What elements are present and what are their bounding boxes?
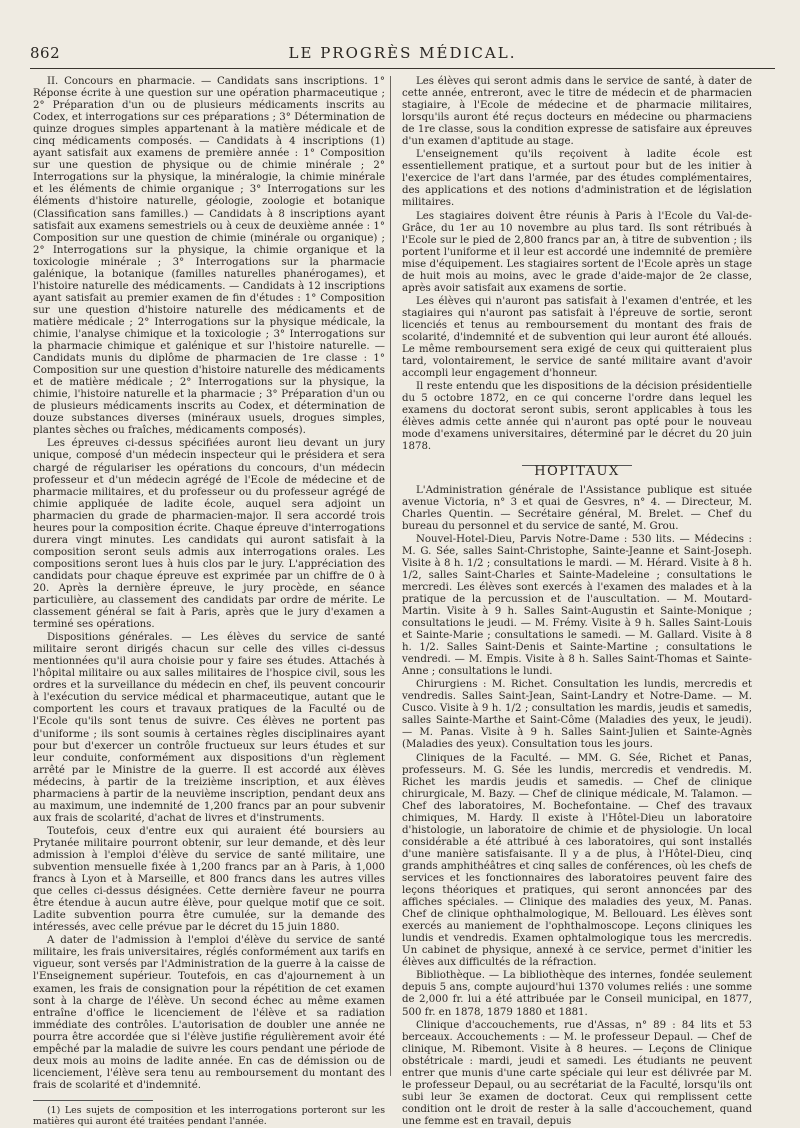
epreuves-paragraph: Les épreuves ci-dessus spécifiées auront lieu devant un jury unique, composé d'un médecin inspecteur qui le présidera et sera chargé de régulariser les opérations du concours, d'un médecin professeur et d'un médecin agrégé de l'Ecole de médecine et de pharmacie militaires, et du professeur ou du professeur agrégé de chimie appliquée de ladite école, auquel sera adjoint un pharmacien du grade de pharmacien-major. Il sera accordé trois heures pour la composition écrite. Chaque épreuve d'interrogations durera vingt minutes. Les candidats qui auront satisfait à la composition seront seuls admis aux interrogations orales. Les compositions seront lues à huis clos par le jury. L'appréciation des candidats pour chaque épreuve est exprimée par un chiffre de 0 à 20. Après la dernière épreuve, le jury procède, en séance particulière, au classement des candidats par ordre de mérite. Le classement général se fait à Paris, après que le jury d'examen a terminé ses opérations. xyxy=(33,438,385,631)
stagiaires-paragraph: Les élèves qui seront admis dans le service de santé, à dater de cette année, entreront, avec le titre de médecin et de pharmacien stagiaire, à l'Ecole de médecine et de pharmacie militaires, lorsqu'ils auront été reçus docteurs en médecine ou pharmaciens de 1re classe, sous la condition expresse de satisfaire aux épreuves d'un examen d'aptitude au stage. xyxy=(402,76,752,148)
footnote-rule xyxy=(33,1100,153,1101)
journal-title: LE PROGRÈS MÉDICAL. xyxy=(288,44,517,62)
page-header xyxy=(30,44,775,66)
section-title-text: HOPITAUX xyxy=(534,464,620,480)
footnote: (1) Les sujets de composition et les interrogations porteront sur les matières qui auront été traitées pendant l'année. xyxy=(33,1104,385,1127)
column-divider xyxy=(390,76,391,1076)
cliniques-faculte-paragraph: Cliniques de la Faculté. — MM. G. Sée, Richet et Panas, professeurs. M. G. Sée les lundis, mercredis et vendredis. M. Richet les mardis jeudis et samedis. — Chef de clinique chirurgicale, M. Bazy. — Chef de clinique médicale, M. Talamon. — Chef des laboratoires, M. Bochefontaine. — Chef des travaux chimiques, M. Hardy. Il existe à l'Hôtel-Dieu un laboratoire d'histologie, un laboratoire de chimie et de physiologie. Un local considérable a été attribué à ces laboratoires, qui sont installés d'une manière satisfaisante. Il y a de plus, à l'Hôtel-Dieu, cinq grands amphithéâtres et cinq salles de conférences, où les chefs de services et les fonctionnaires des laboratoires peuvent faire des leçons théoriques et pratiques, qui seront annoncées par des affiches spéciales. — Clinique des maladies des yeux, M. Panas. Chef de clinique ophthalmologique, M. Bellouard. Les élèves sont exercés au maniement de l'ophthalmoscope. Leçons cliniques les lundis et vendredis. Examen ophtalmologique tous les mercredis. Un cabinet de physique, annexé à ce service, permet d'initier les élèves aux difficultés de la réfraction. xyxy=(402,752,752,969)
right-column xyxy=(402,76,752,1127)
header-rule xyxy=(30,68,775,69)
assistance-publique-paragraph: L'Administration générale de l'Assistance publique est située avenue Victoria, n° 3 et quai de Gesvres, n° 4. — Directeur, M. Charles Quentin. — Secrétaire général, M. Brelet. — Chef du bureau du personnel et du service de santé, M. Grou. xyxy=(402,484,752,532)
bibliotheque-paragraph: Bibliothèque. — La bibliothèque des internes, fondée seulement depuis 5 ans, compte aujourd'hui 1370 volumes reliés : une somme de 2,000 fr. lui a été attribuée par le Conseil municipal, en 1877, 500 fr. en 1878, 1879 1880 et 1881. xyxy=(402,970,752,1018)
page-number: 862 xyxy=(30,44,61,62)
hotel-dieu-medecins-paragraph: Nouvel-Hotel-Dieu, Parvis Notre-Dame : 530 lits. — Médecins : M. G. Sée, salles Saint-Christophe, Sainte-Jeanne et Saint-Joseph. Visite à 8 h. 1/2 ; consultations le mardi. — M. Hérard. Visite à 8 h. 1/2, salles Saint-Charles et Sainte-Madeleine ; consultations le mercredi. Les élèves sont exercés à l'examen des malades et à la pratique de la percussion et de l'auscultation. — M. Moutard-Martin. Visite à 9 h. Salles Saint-Augustin et Sainte-Monique ; consultations le jeudi. — M. Frémy. Visite à 9 h. Salles Saint-Louis et Sainte-Marie ; consultations le samedi. — M. Gallard. Visite à 8 h. 1/2. Salles Saint-Denis et Sainte-Martine ; consultations le vendredi. — M. Empis. Visite à 8 h. Salles Saint-Thomas et Sainte-Anne ; consultations le lundi. xyxy=(402,533,752,678)
dispositions-generales-paragraph: Dispositions générales. — Les élèves du service de santé militaire seront dirigés chacun sur celle des villes ci-dessus mentionnées qu'il aura choisie pour y faire ses études. Attachés à l'hôpital militaire ou aux salles militaires de l'hospice civil, sous les ordres et la surveillance du médecin en chef, ils peuvent concourir à l'exécution du service médical et pharmaceutique, autant que le comportent les cours et travaux pratiques de la Faculté ou de l'Ecole qu'ils sont tenus de suivre. Ces élèves ne portent pas d'uniforme ; ils sont soumis à certaines règles disciplinaires ayant pour but d'exercer un contrôle fructueux sur leurs études et sur leur conduite, conformément aux dispositions d'un règlement arrêté par le Ministre de la guerre. Il est accordé aux élèves médecins, à partir de la treizième inscription, et aux élèves pharmaciens à partir de la neuvième inscription, pendant deux ans au maximum, une indemnité de 1,200 francs par an pour subvenir aux frais de scolarité, d'achat de livres et d'instruments. xyxy=(33,632,385,824)
decision-presidentielle-paragraph: Il reste entendu que les dispositions de la décision présidentielle du 5 octobre 1872, en ce qui concerne l'ordre dans lequel les examens du doctorat seront subis, seront applicables à tous les élèves admis cette année qui n'auront pas opté pour le nouveau mode d'examens universitaires, déterminé par le décret du 20 juin 1878. xyxy=(402,381,752,453)
left-column xyxy=(33,76,385,1127)
frais-universitaires-paragraph: A dater de l'admission à l'emploi d'élève du service de santé militaire, les frais universitaires, réglés conformément aux tarifs en vigueur, sont versés par l'Administration de la guerre à la caisse de l'Enseignement supérieur. Toutefois, en cas d'ajournement à un examen, les frais de consignation pour la répétition de cet examen sont à la charge de l'élève. Un second échec au même examen entraîne d'office le licenciement de l'élève et sa radiation immédiate des contrôles. L'autorisation de doubler une année ne pourra être accordée que si l'élève justifie régulièrement avoir été empêché par la maladie de suivre les cours pendant une période de deux mois au moins de ladite année. En cas de démission ou de licenciement, l'élève sera tenu au remboursement du montant des frais de scolarité et d'indemnité. xyxy=(33,935,385,1091)
concours-pharmacie-paragraph: II. Concours en pharmacie. — Candidats sans inscriptions. 1° Réponse écrite à une question sur une opération pharmaceutique ; 2° Préparation d'un ou de plusieurs médicaments inscrits au Codex, et interrogations sur ces préparations ; 3° Détermination de quinze drogues simples appartenant à la matière médicale et de cinq médicaments composés. — Candidats à 4 inscriptions (1) ayant satisfait aux examens de première année : 1° Composition sur une question de physique ou de chimie minérale ; 2° Interrogations sur la physique, la minéralogie, la chimie minérale et les éléments de chimie organique ; 3° Interrogations sur les éléments d'histoire naturelle, géologie, zoologie et botanique (Classification sans familles.) — Candidats à 8 inscriptions ayant satisfait aux examens semestriels ou à ceux de deuxième année : 1° Composition sur une question de chimie (minérale ou organique) ; 2° Interrogations sur la physique, la chimie organique et la toxicologie minérale ; 3° Interrogations sur la pharmacie galénique, la botanique (familles naturelles phanérogames), et l'histoire naturelle des médicaments. — Candidats à 12 inscriptions ayant satisfait au premier examen de fin d'études : 1° Composition sur une question d'histoire naturelle des médicaments et de matière médicale ; 2° Interrogations sur la physique médicale, la chimie, l'analyse chimique et la toxicologie ; 3° Interrogations sur la pharmacie chimique et galénique et sur l'histoire naturelle. — Candidats munis du diplôme de pharmacien de 1re classe : 1° Composition sur une question d'histoire naturelle des médicaments et de matière médicale ; 2° Interrogations sur la physique, la chimie, l'histoire naturelle et la pharmacie ; 3° Préparation d'un ou de plusieurs médicaments inscrits au Codex, et détermination de douze substances diverses (minéraux usuels, drogues simples, plantes sèches ou fraîches, médicaments composés). xyxy=(33,76,385,437)
licenciement-paragraph: Les élèves qui n'auront pas satisfait à l'examen d'entrée, et les stagiaires qui n'auront pas satisfait à l'épreuve de sortie, seront licenciés et tenus au remboursement du montant des frais de scolarité, d'indemnité et de subvention qui leur auront été alloués. Le même remboursement sera exigé de ceux qui quitteraient plus tard, volontairement, le service de santé militaire avant d'avoir accompli leur engagement d'honneur. xyxy=(402,295,752,380)
clinique-accouchements-paragraph: Clinique d'accouchements, rue d'Assas, n° 89 : 84 lits et 53 berceaux. Accouchements : — M. le professeur Depaul. — Chef de clinique, M. Ribemont. Visite à 8 heures. — Leçons de Clinique obstétricale : mardi, jeudi et samedi. Les étudiants ne peuvent entrer que munis d'une carte spéciale qui leur est délivrée par M. le professeur Depaul, ou au secrétariat de la Faculté, lorsqu'ils ont subi leur 3e examen de doctorat. Ceux qui remplissent cette condition ont le droit de rester à la salle d'accouchement, quand une femme est en travail, depuis xyxy=(402,1019,752,1127)
subvention-paragraph: Toutefois, ceux d'entre eux qui auraient été boursiers au Prytanée militaire pourront obtenir, sur leur demande, et dès leur admission à l'emploi d'élève du service de santé militaire, une subvention mensuelle fixée à 1,200 francs par an à Paris, à 1,000 francs à Lyon et à Marseille, et 800 francs dans les autres villes que celles ci-dessus désignées. Cette dernière faveur ne pourra être étendue à aucun autre élève, pour quelque motif que ce soit. Ladite subvention pourra être cumulée, sur la demande des intéressés, avec celle prévue par le décret du 15 juin 1880. xyxy=(33,825,385,934)
chirurgiens-paragraph: Chirurgiens : M. Richet. Consultation les lundis, mercredis et vendredis. Salles Saint-Jean, Saint-Landry et Notre-Dame. — M. Cusco. Visite à 9 h. 1/2 ; consultation les mardis, jeudis et samedis, salles Sainte-Marthe et Saint-Côme (Maladies des yeux, le jeudi). — M. Panas. Visite à 9 h. Salles Saint-Julien et Sainte-Agnès (Maladies des yeux). Consultation tous les jours. xyxy=(402,679,752,751)
section-title-hopitaux xyxy=(402,465,752,478)
enseignement-paragraph: L'enseignement qu'ils reçoivent à ladite école est essentiellement pratique, et a surtout pour but de les initier à l'exercice de l'art dans l'armée, par des études complémentaires, des applications et des notions d'administration et de législation militaires. xyxy=(402,149,752,209)
val-de-grace-paragraph: Les stagiaires doivent être réunis à Paris à l'Ecole du Val-de-Grâce, du 1er au 10 novembre au plus tard. Ils sont rétribués à l'Ecole sur le pied de 2,800 francs par an, à titre de subvention ; ils portent l'uniforme et il leur est accordé une indemnité de première mise d'équipement. Les stagiaires sortent de l'Ecole après un stage de huit mois au moins, avec le grade d'aide-major de 2e classe, après avoir satisfait aux examens de sortie. xyxy=(402,210,752,294)
